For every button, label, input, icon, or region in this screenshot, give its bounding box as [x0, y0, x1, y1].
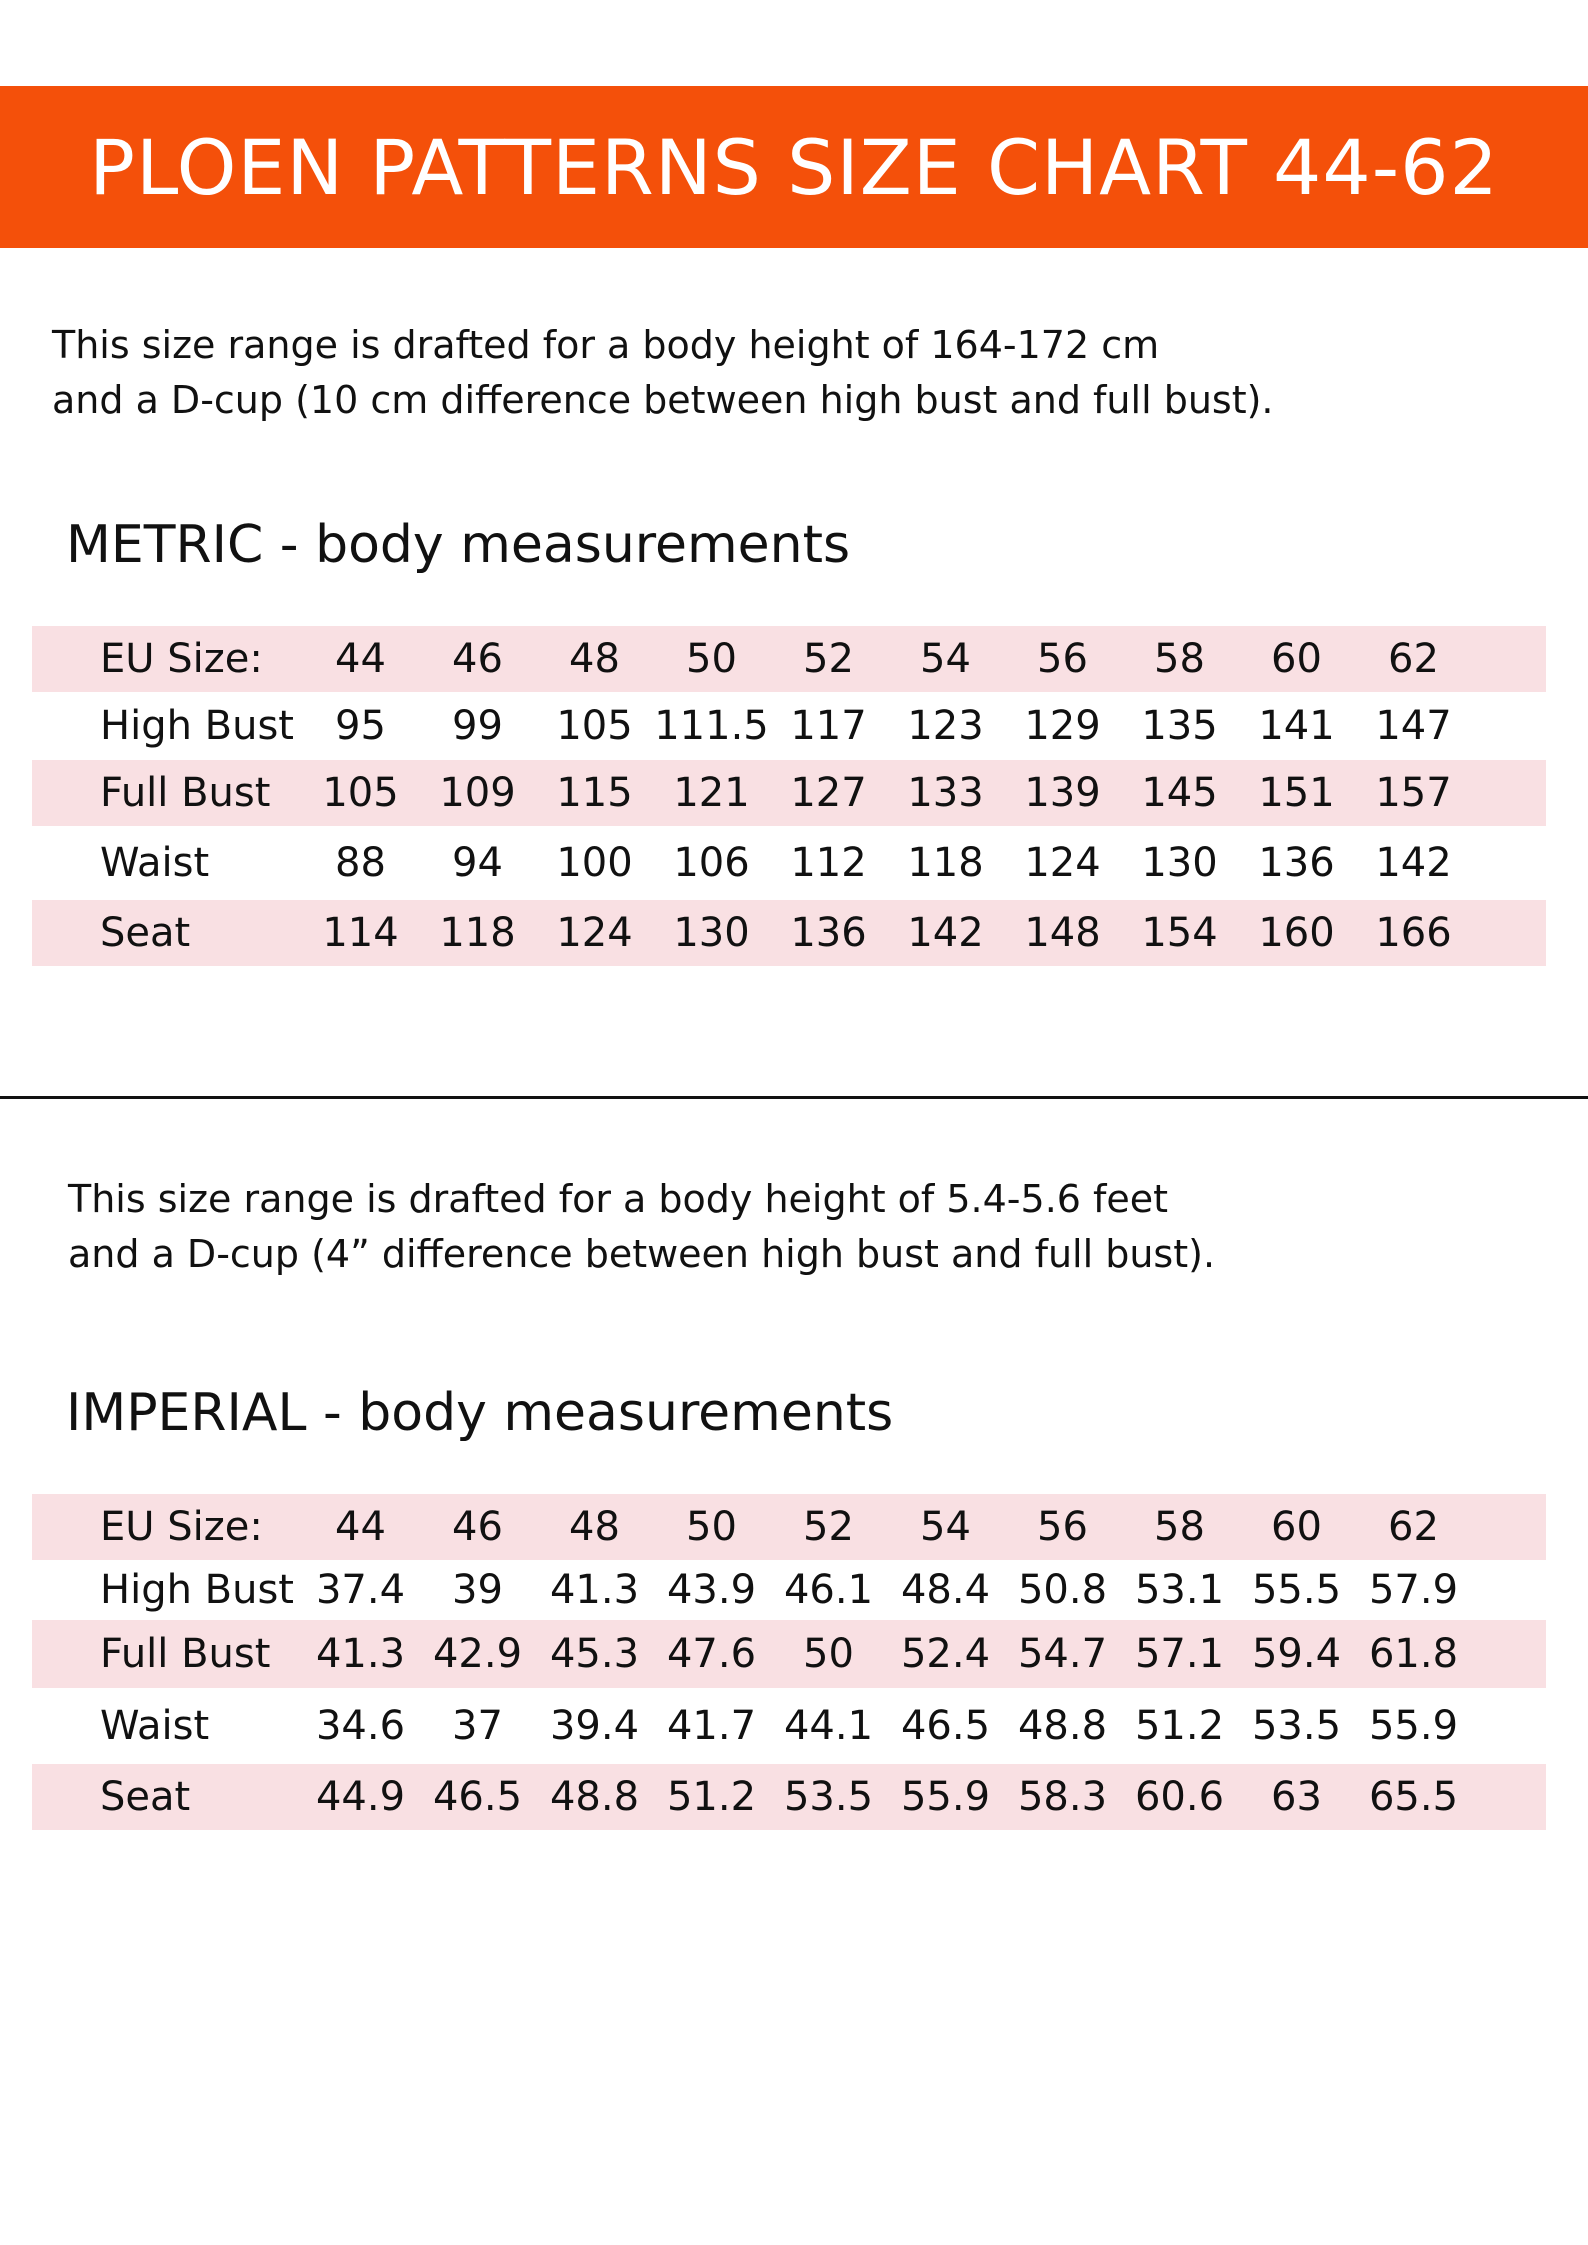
- table-cell: 51.2: [666, 1774, 757, 1820]
- table-cell: 46: [452, 636, 503, 682]
- table-cell: 115: [556, 770, 633, 816]
- section-divider: [0, 1096, 1588, 1099]
- table-row: [32, 626, 1546, 692]
- table-cell: 129: [1024, 703, 1101, 749]
- imperial-note: [68, 1172, 1215, 1282]
- row-label: Waist: [100, 840, 210, 886]
- table-cell: 41.3: [549, 1567, 640, 1613]
- row-label: High Bust: [100, 703, 294, 749]
- table-cell: 114: [322, 910, 399, 956]
- table-cell: 37.4: [315, 1567, 406, 1613]
- table-cell: 48.8: [549, 1774, 640, 1820]
- table-row: [32, 900, 1546, 966]
- table-cell: 148: [1024, 910, 1101, 956]
- table-cell: 62: [1388, 636, 1439, 682]
- table-cell: 58: [1154, 1504, 1205, 1550]
- table-cell: 41.3: [315, 1631, 406, 1677]
- table-cell: 124: [1024, 840, 1101, 886]
- table-cell: 145: [1141, 770, 1218, 816]
- table-cell: 112: [790, 840, 867, 886]
- metric-note-line-2: and a D-cup (10 cm difference between high bust and full bust).: [52, 378, 1274, 422]
- table-cell: 65.5: [1368, 1774, 1459, 1820]
- row-label: Waist: [100, 1703, 210, 1749]
- table-cell: 50: [803, 1631, 854, 1677]
- table-cell: 99: [452, 703, 503, 749]
- table-cell: 39: [452, 1567, 503, 1613]
- table-cell: 109: [439, 770, 516, 816]
- table-row: [32, 1620, 1546, 1688]
- table-cell: 124: [556, 910, 633, 956]
- table-cell: 157: [1375, 770, 1452, 816]
- table-cell: 52: [803, 636, 854, 682]
- metric-heading: METRIC - body measurements: [66, 515, 851, 575]
- table-cell: 44.9: [315, 1774, 406, 1820]
- table-row: [32, 826, 1546, 900]
- table-cell: 141: [1258, 703, 1335, 749]
- table-cell: 43.9: [666, 1567, 757, 1613]
- table-cell: 166: [1375, 910, 1452, 956]
- table-cell: 50: [686, 1504, 737, 1550]
- table-cell: 47.6: [666, 1631, 757, 1677]
- table-cell: 111.5: [654, 703, 769, 749]
- table-cell: 37: [452, 1703, 503, 1749]
- table-cell: 44: [335, 1504, 386, 1550]
- table-cell: 56: [1037, 636, 1088, 682]
- row-label: Seat: [100, 1774, 191, 1820]
- table-cell: 60.6: [1134, 1774, 1225, 1820]
- table-cell: 54: [920, 1504, 971, 1550]
- metric-note: [52, 318, 1274, 428]
- row-label: Full Bust: [100, 770, 271, 816]
- table-cell: 136: [790, 910, 867, 956]
- row-label: High Bust: [100, 1567, 294, 1613]
- row-label: EU Size:: [100, 636, 263, 682]
- table-cell: 139: [1024, 770, 1101, 816]
- table-cell: 48.4: [900, 1567, 991, 1613]
- table-cell: 130: [1141, 840, 1218, 886]
- table-cell: 94: [452, 840, 503, 886]
- table-cell: 50.8: [1017, 1567, 1108, 1613]
- page-title: PLOEN PATTERNS SIZE CHART 44-62: [89, 122, 1499, 212]
- table-cell: 57.9: [1368, 1567, 1459, 1613]
- table-cell: 118: [439, 910, 516, 956]
- metric-size-table: [32, 626, 1546, 966]
- table-cell: 52: [803, 1504, 854, 1550]
- table-cell: 105: [322, 770, 399, 816]
- table-cell: 46: [452, 1504, 503, 1550]
- table-cell: 62: [1388, 1504, 1439, 1550]
- table-cell: 151: [1258, 770, 1335, 816]
- table-cell: 147: [1375, 703, 1452, 749]
- table-cell: 48: [569, 1504, 620, 1550]
- table-cell: 135: [1141, 703, 1218, 749]
- table-cell: 160: [1258, 910, 1335, 956]
- table-cell: 51.2: [1134, 1703, 1225, 1749]
- imperial-heading: IMPERIAL - body measurements: [66, 1383, 894, 1443]
- title-banner: [0, 86, 1588, 248]
- table-cell: 127: [790, 770, 867, 816]
- row-label: Full Bust: [100, 1631, 271, 1677]
- row-label: Seat: [100, 910, 191, 956]
- table-cell: 136: [1258, 840, 1335, 886]
- table-cell: 123: [907, 703, 984, 749]
- imperial-note-line-1: This size range is drafted for a body height of 5.4-5.6 feet: [68, 1177, 1169, 1221]
- table-cell: 45.3: [549, 1631, 640, 1677]
- table-cell: 154: [1141, 910, 1218, 956]
- table-cell: 105: [556, 703, 633, 749]
- table-cell: 46.5: [900, 1703, 991, 1749]
- table-cell: 55.9: [1368, 1703, 1459, 1749]
- table-row: [32, 692, 1546, 760]
- table-cell: 130: [673, 910, 750, 956]
- table-cell: 44: [335, 636, 386, 682]
- table-cell: 48: [569, 636, 620, 682]
- table-cell: 142: [907, 910, 984, 956]
- row-label: EU Size:: [100, 1504, 263, 1550]
- imperial-size-table: [32, 1494, 1546, 1830]
- table-row: [32, 1560, 1546, 1620]
- table-row: [32, 760, 1546, 826]
- table-cell: 95: [335, 703, 386, 749]
- table-row: [32, 1764, 1546, 1830]
- table-cell: 55.5: [1251, 1567, 1342, 1613]
- table-cell: 60: [1271, 636, 1322, 682]
- table-cell: 57.1: [1134, 1631, 1225, 1677]
- table-cell: 42.9: [432, 1631, 523, 1677]
- metric-note-line-1: This size range is drafted for a body height of 164-172 cm: [52, 323, 1160, 367]
- table-cell: 59.4: [1251, 1631, 1342, 1677]
- table-cell: 39.4: [549, 1703, 640, 1749]
- table-cell: 100: [556, 840, 633, 886]
- table-cell: 41.7: [666, 1703, 757, 1749]
- table-cell: 54.7: [1017, 1631, 1108, 1677]
- table-cell: 142: [1375, 840, 1452, 886]
- table-cell: 48.8: [1017, 1703, 1108, 1749]
- table-cell: 53.1: [1134, 1567, 1225, 1613]
- table-cell: 61.8: [1368, 1631, 1459, 1677]
- table-cell: 58.3: [1017, 1774, 1108, 1820]
- imperial-note-line-2: and a D-cup (4” difference between high bust and full bust).: [68, 1232, 1216, 1276]
- table-cell: 133: [907, 770, 984, 816]
- table-cell: 34.6: [315, 1703, 406, 1749]
- table-cell: 44.1: [783, 1703, 874, 1749]
- table-cell: 121: [673, 770, 750, 816]
- table-cell: 63: [1271, 1774, 1322, 1820]
- table-row: [32, 1688, 1546, 1764]
- table-cell: 117: [790, 703, 867, 749]
- table-cell: 58: [1154, 636, 1205, 682]
- table-cell: 50: [686, 636, 737, 682]
- table-cell: 53.5: [1251, 1703, 1342, 1749]
- table-cell: 106: [673, 840, 750, 886]
- table-cell: 56: [1037, 1504, 1088, 1550]
- table-cell: 53.5: [783, 1774, 874, 1820]
- table-row: [32, 1494, 1546, 1560]
- table-cell: 60: [1271, 1504, 1322, 1550]
- table-cell: 55.9: [900, 1774, 991, 1820]
- table-cell: 46.1: [783, 1567, 874, 1613]
- table-cell: 88: [335, 840, 386, 886]
- table-cell: 46.5: [432, 1774, 523, 1820]
- table-cell: 54: [920, 636, 971, 682]
- table-cell: 118: [907, 840, 984, 886]
- table-cell: 52.4: [900, 1631, 991, 1677]
